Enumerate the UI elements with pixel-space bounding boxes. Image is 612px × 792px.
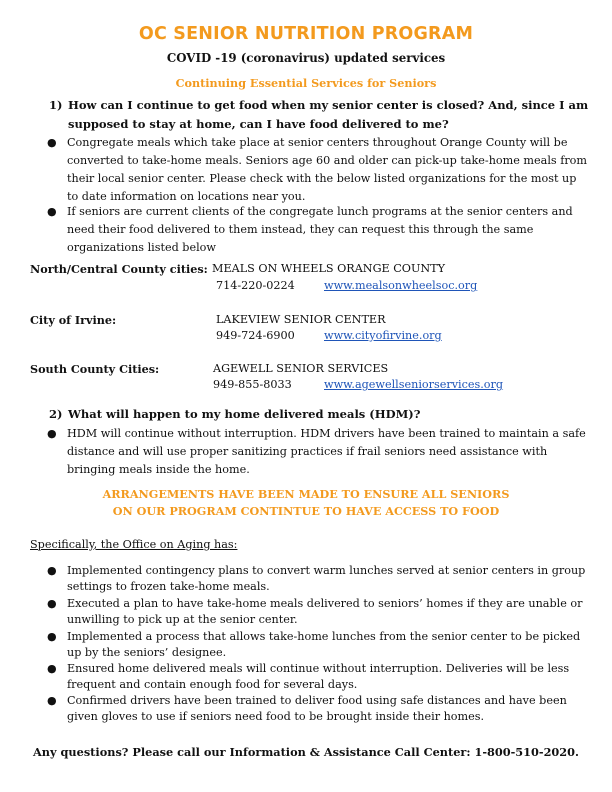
org-website-link[interactable]: www.agewellseniorservices.org: [324, 378, 504, 391]
org-phone: 714-220-0224: [216, 279, 295, 292]
office-item-line: given gloves to use if seniors need food to be brought inside their homes.: [67, 710, 485, 723]
office-item-line: Implemented contingency plans to convert warm lunches served at senior centers in group: [67, 564, 586, 577]
office-item-line: Confirmed drivers have been trained to deliver food using safe distances and have been: [67, 694, 567, 707]
footer-call-center: Any questions? Please call our Information & Assistance Call Center: 1-800-510-2020.: [33, 745, 579, 759]
org-name: AGEWELL SENIOR SERVICES: [213, 362, 389, 375]
q2-question: What will happen to my home delivered meals (HDM)?: [68, 407, 421, 421]
org-phone: 949-724-6900: [216, 329, 295, 342]
org-website-link[interactable]: www.cityofirvine.org: [324, 329, 442, 342]
arrangements-line: ON OUR PROGRAM CONTINTUE TO HAVE ACCESS TO FOOD: [112, 504, 500, 518]
office-item-line: frequent and contain enough food for several days.: [67, 678, 358, 691]
office-item-line: unwilling to pick up at the senior center.: [67, 613, 298, 626]
bullet-icon: ●: [47, 662, 57, 675]
page-subtitle: COVID -19 (coronavirus) updated services: [166, 51, 446, 65]
org-name: MEALS ON WHEELS ORANGE COUNTY: [212, 262, 446, 275]
office-item-line: up by the seniors’ designee.: [67, 646, 227, 659]
q1-bullet-line: converted to take-home meals. Seniors age 60 and older can pick-up take-home meals from: [67, 154, 588, 167]
bullet-icon: ●: [47, 427, 57, 440]
arrangements-line: ARRANGEMENTS HAVE BEEN MADE TO ENSURE ALL SENIORS: [102, 487, 510, 501]
page-title: OC SENIOR NUTRITION PROGRAM: [138, 24, 474, 44]
office-item-line: Executed a plan to have take-home meals delivered to seniors’ homes if they are unable or: [67, 597, 583, 610]
org-region-label: City of Irvine:: [30, 313, 117, 327]
q1-number: 1): [49, 98, 63, 112]
office-heading: Specifically, the Office on Aging has:: [30, 538, 238, 551]
q1-question-line: supposed to stay at home, can I have food delivered to me?: [68, 117, 449, 131]
office-item-line: Implemented a process that allows take-home lunches from the senior center to be picked: [67, 630, 581, 643]
bullet-icon: ●: [47, 205, 57, 218]
q1-bullet-line: need their food delivered to them instead, they can request this through the same: [67, 223, 534, 236]
q2-bullet-line: distance and will use proper sanitizing practices if frail seniors need assistance with: [67, 445, 548, 458]
q1-bullet-line: to date information on locations near you.: [67, 190, 306, 203]
q1-question-line: How can I continue to get food when my senior center is closed? And, since I am: [68, 98, 589, 112]
org-name: LAKEVIEW SENIOR CENTER: [216, 313, 386, 326]
q2-bullet-line: HDM will continue without interruption. HDM drivers have been trained to maintain a safe: [67, 427, 586, 440]
q2-bullet-line: bringing meals inside the home.: [67, 463, 250, 476]
bullet-icon: ●: [47, 630, 57, 643]
q2-number: 2): [49, 407, 63, 421]
bullet-icon: ●: [47, 136, 57, 149]
org-website-link[interactable]: www.mealsonwheelsoc.org: [324, 279, 478, 292]
org-phone: 949-855-8033: [213, 378, 292, 391]
bullet-icon: ●: [47, 597, 57, 610]
q1-bullet-line: If seniors are current clients of the congregate lunch programs at the senior centers and: [67, 205, 573, 218]
q1-bullet-line: Congregate meals which take place at senior centers throughout Orange County will be: [67, 136, 568, 149]
bullet-icon: ●: [47, 694, 57, 707]
q1-bullet-line: organizations listed below: [67, 241, 216, 254]
bullet-icon: ●: [47, 564, 57, 577]
q1-bullet-line: their local senior center. Please check with the below listed organizations for the most up: [67, 172, 577, 185]
section-heading: Continuing Essential Services for Seniors: [175, 76, 437, 90]
office-item-line: Ensured home delivered meals will continue without interruption. Deliveries will be less: [67, 662, 570, 675]
org-region-label: North/Central County cities:: [30, 262, 208, 276]
org-region-label: South County Cities:: [30, 362, 160, 376]
office-item-line: settings to frozen take-home meals.: [67, 580, 270, 593]
